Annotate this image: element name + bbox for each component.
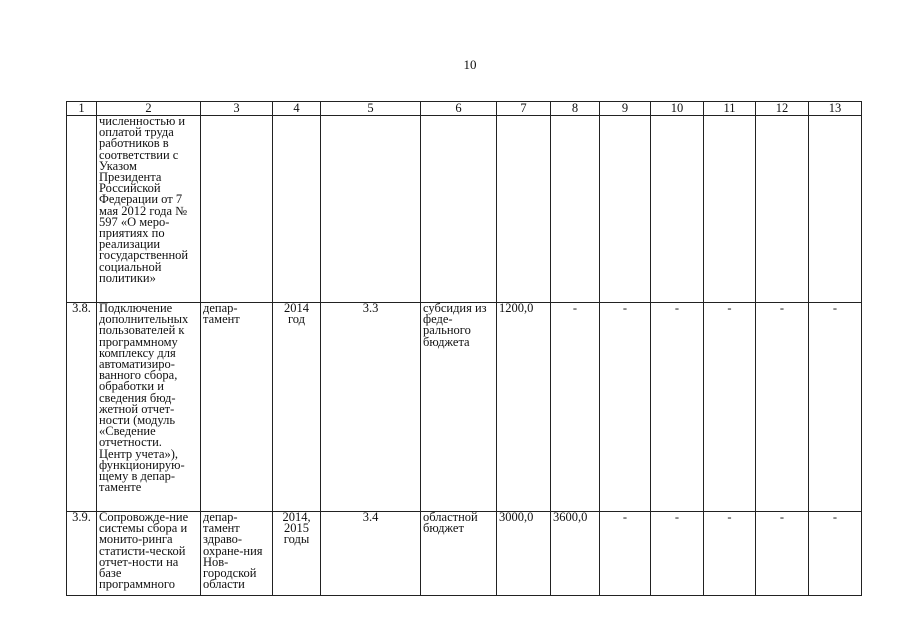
amount-cell: -: [551, 303, 600, 512]
row-number: [67, 116, 97, 303]
amount-cell: -: [756, 303, 809, 512]
period: 2014, 2015 годы: [273, 512, 321, 596]
column-number: 8: [551, 102, 600, 116]
amount-cell: 3600,0: [551, 512, 600, 596]
column-number: 5: [321, 102, 421, 116]
amount-cell: -: [809, 512, 862, 596]
table-row: [67, 116, 862, 303]
amount-cell: [756, 116, 809, 303]
funding-source: [421, 116, 497, 303]
column-number: 7: [497, 102, 551, 116]
amount-cell: -: [704, 303, 756, 512]
page-number: 10: [463, 57, 477, 72]
column-number: 11: [704, 102, 756, 116]
amount-cell: -: [651, 303, 704, 512]
executor: депар-тамент: [201, 303, 273, 512]
period: 2014 год: [273, 303, 321, 512]
column-number: 3: [201, 102, 273, 116]
row-number: 3.8.: [67, 303, 97, 512]
target-indicator: 3.3: [321, 303, 421, 512]
amount-cell: -: [756, 512, 809, 596]
amount-cell: [704, 116, 756, 303]
table-row: [67, 512, 862, 596]
program-table: [66, 101, 862, 596]
column-number: 6: [421, 102, 497, 116]
amount-cell: -: [651, 512, 704, 596]
amount-cell: [651, 116, 704, 303]
period: [273, 116, 321, 303]
target-indicator: 3.4: [321, 512, 421, 596]
column-numbers-row: [67, 102, 862, 116]
column-number: 13: [809, 102, 862, 116]
column-number: 12: [756, 102, 809, 116]
amount-cell: 1200,0: [497, 303, 551, 512]
table-row: [67, 303, 862, 512]
amount-cell: 3000,0: [497, 512, 551, 596]
amount-cell: [497, 116, 551, 303]
amount-cell: [551, 116, 600, 303]
executor: депар-тамент здраво-охране-ния Нов-городской области: [201, 512, 273, 596]
activity-description: численностью и оплатой труда работников в соответствии с Указом Президента Российской Федерации от 7 мая 2012 года № 597 «О меро-приятиях по реализации государственной социальной политики»: [97, 116, 201, 303]
column-number: 1: [67, 102, 97, 116]
column-number: 2: [97, 102, 201, 116]
amount-cell: -: [704, 512, 756, 596]
executor: [201, 116, 273, 303]
column-number: 4: [273, 102, 321, 116]
amount-cell: -: [600, 512, 651, 596]
amount-cell: -: [809, 303, 862, 512]
amount-cell: [809, 116, 862, 303]
column-number: 10: [651, 102, 704, 116]
row-number: 3.9.: [67, 512, 97, 596]
amount-cell: [600, 116, 651, 303]
funding-source: субсидия из феде-рального бюджета: [421, 303, 497, 512]
funding-source: областной бюджет: [421, 512, 497, 596]
column-number: 9: [600, 102, 651, 116]
amount-cell: -: [600, 303, 651, 512]
activity-description: Подключение дополнительных пользователей к программному комплексу для автоматизиро-ванного сбора, обработки и сведения бюд-жетной отчет-ности (модуль «Сведение отчетности. Центр учета»), функционирую-щему в депар-таменте: [97, 303, 201, 512]
activity-description: Сопровожде-ние системы сбора и монито-ринга статисти-ческой отчет-ности на базе программного: [97, 512, 201, 596]
target-indicator: [321, 116, 421, 303]
